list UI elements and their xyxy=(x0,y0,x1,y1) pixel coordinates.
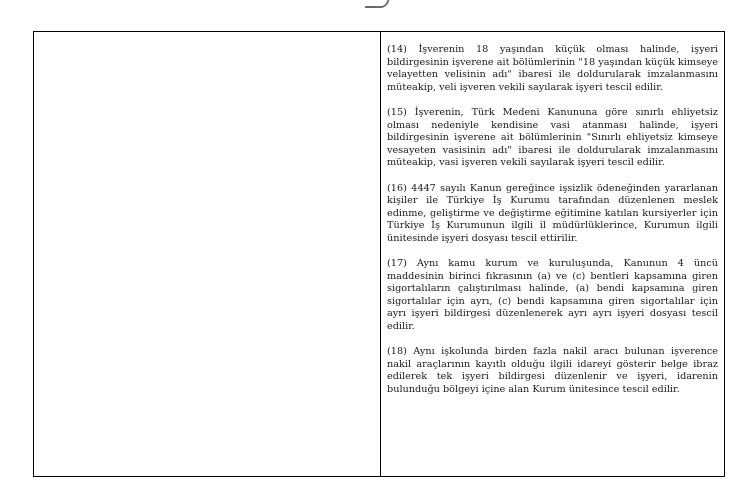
paragraph-15: (15) İşverenin, Türk Medeni Kanununa göre sınırlı ehliyetsiz olması nedeniyle kendisine vasi atanması halinde, işyeri bildirgesinin işverene ait bölümlerinin "Sınırlı ehliyetsiz kimseye vesayeten vasisinin adı" ibaresi ile doldurularak imzalanmasını müteakip, vasi işveren vekili sayılarak işyeri tescil edilir. xyxy=(387,107,718,168)
table-left-column xyxy=(34,32,381,476)
document-table xyxy=(33,31,725,477)
page-top-mark xyxy=(365,0,390,8)
paragraph-17: (17) Aynı kamu kurum ve kuruluşunda, Kanunun 4 üncü maddesinin birinci fıkrasının (a) ve (c) bentleri kapsamına giren sigortalıların çalıştırılması halinde, (a) bendi kapsamına giren sigortalılar için ayrı, (c) bendi kapsamına giren sigortalılar için ayrı işyeri bildirgesi düzenlenerek ayrı ayrı işyeri dosyası tescil edilir. xyxy=(387,258,718,332)
paragraph-16: (16) 4447 sayılı Kanun gereğince işsizlik ödeneğinden yararlanan kişiler ile Türkiye İş Kurumu tarafından düzenlenen meslek edinme, geliştirme ve değiştirme eğitimine katılan kursiyerler için Türkiye İş Kurumunun ilgili il müdürlüklerince, Kurumun ilgili ünitesinde işyeri dosyası tescil ettirilir. xyxy=(387,182,718,244)
table-right-column xyxy=(381,32,724,476)
paragraph-18: (18) Aynı işkolunda birden fazla nakil aracı bulunan işverence nakil araçlarının kayıtlı olduğu ilgili idareyi gösterir belge ibraz edilerek tek işyeri bildirgesi düzenlenir ve işyeri, idarenin bulunduğu bölgeyi içine alan Kurum ünitesince tescil edilir. xyxy=(387,346,718,395)
paragraph-14: (14) İşverenin 18 yaşından küçük olması halinde, işyeri bildirgesinin işverene ait bölümlerinin "18 yaşından küçük kimseye velayetten velisinin adı" ibaresi ile doldurularak imzalanmasını müteakip, veli işveren vekili sayılarak işyeri tescil edilir. xyxy=(387,44,718,93)
